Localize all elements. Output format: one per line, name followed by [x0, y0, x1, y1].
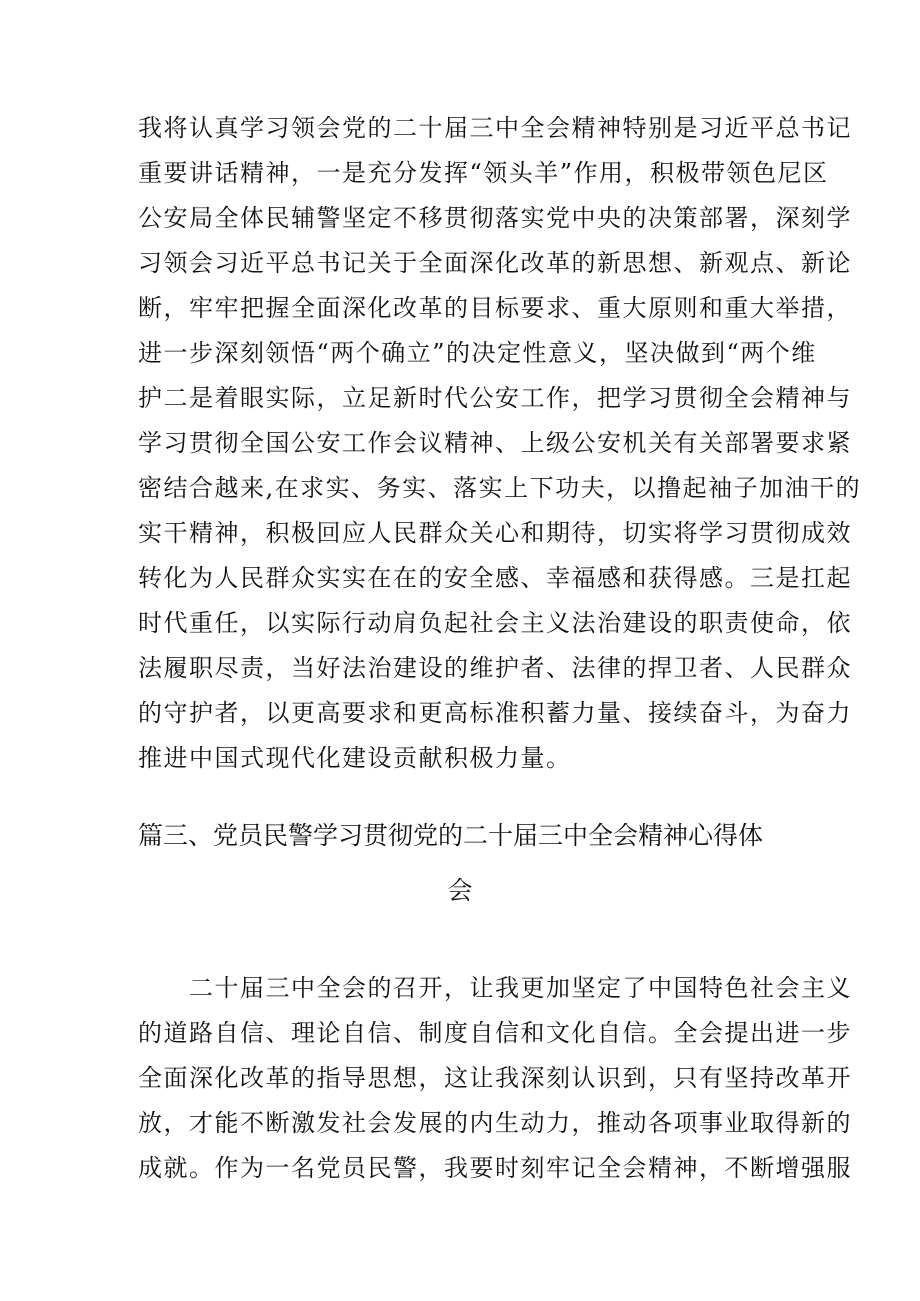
paragraph-2-line: 二十届三中全会的召开，让我更加坚定了中国特色社会主义: [138, 974, 852, 1002]
paragraph-1-line: 转化为人民群众实实在在的安全感、幸福感和获得感。三是扛起: [138, 564, 852, 592]
paragraph-2-line: 的道路自信、理论自信、制度自信和文化自信。全会提出进一步: [138, 1019, 852, 1047]
paragraph-1-line: 时代重任，以实际行动肩负起社会主义法治建设的职责使命，依: [138, 609, 852, 637]
paragraph-1-line: 实干精神，积极回应人民群众关心和期待，切实将学习贯彻成效: [138, 519, 852, 547]
paragraph-1-line: 学习贯彻全国公安工作会议精神、上级公安机关有关部署要求紧: [138, 429, 852, 457]
paragraph-2-line: 全面深化改革的指导思想，这让我深刻认识到，只有坚持改革开: [138, 1064, 852, 1092]
paragraph-1-line: 习领会习近平总书记关于全面深化改革的新思想、新观点、新论: [138, 249, 852, 277]
paragraph-1-line: 推进中国式现代化建设贡献积极力量。: [138, 744, 572, 772]
paragraph-2-line: 成就。作为一名党员民警，我要时刻牢记全会精神，不断增强服: [138, 1154, 852, 1182]
paragraph-2-line: 放，才能不断激发社会发展的内生动力，推动各项事业取得新的: [138, 1109, 852, 1137]
paragraph-1-line: 我将认真学习领会党的二十届三中全会精神特别是习近平总书记: [138, 114, 852, 142]
paragraph-1-line: 密结合越来,在求实、务实、落实上下功夫，以撸起袖子加油干的: [138, 474, 862, 502]
paragraph-1-line: 法履职尽责，当好法治建设的维护者、法律的捍卫者、人民群众: [138, 654, 852, 682]
paragraph-1-line: 重要讲话精神，一是充分发挥“领头羊”作用，积极带领色尼区: [138, 159, 829, 187]
paragraph-1-line: 的守护者，以更高要求和更高标准积蓄力量、接续奋斗，为奋力: [138, 699, 852, 727]
section-heading: 篇三、党员民警学习贯彻党的二十届三中全会精神心得体: [138, 821, 764, 850]
paragraph-1-line: 公安局全体民辅警坚定不移贯彻落实党中央的决策部署，深刻学: [138, 204, 852, 232]
paragraph-1-line: 护二是着眼实际，立足新时代公安工作，把学习贯彻全会精神与: [138, 384, 852, 412]
paragraph-1-line: 断，牢牢把握全面深化改革的目标要求、重大原则和重大举措，: [138, 294, 852, 322]
paragraph-1-line: 进一步深刻领悟“两个确立”的决定性意义，坚决做到“两个维: [138, 339, 817, 367]
section-heading-continuation: 会: [447, 876, 473, 905]
